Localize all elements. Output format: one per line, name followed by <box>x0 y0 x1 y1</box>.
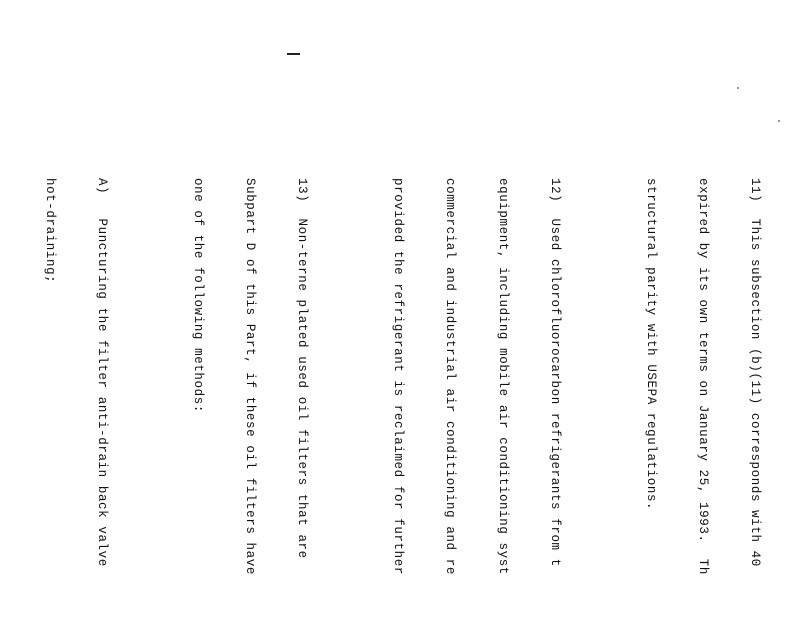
text-line: equipment, including mobile air conditioning syst <box>495 178 510 575</box>
stray-dash-mark <box>287 53 300 55</box>
text-line: Subpart D of this Part, if these oil filters have <box>242 178 257 575</box>
text-line: hot-draining; <box>42 178 57 284</box>
text-line: structural parity with USEPA regulations. <box>643 178 658 511</box>
rotated-document-text <box>42 178 798 618</box>
text-line: A) Puncturing the filter anti-drain back valve <box>94 178 109 567</box>
scan-speck <box>737 87 739 89</box>
text-line: commercial and industrial air conditioning and re <box>443 178 458 575</box>
scan-speck <box>778 120 780 122</box>
text-line: 11) This subsection (b)(11) corresponds with 40 <box>748 178 763 567</box>
text-line: 13) Non-terne plated used oil filters that are <box>295 178 310 559</box>
text-line: 12) Used chlorofluorocarbon refrigerants from t <box>547 178 562 567</box>
text-line: one of the following methods: <box>190 178 205 413</box>
text-line: provided the refrigerant is reclaimed for further <box>391 178 406 575</box>
text-line: expired by its own terms on January 25, 1993. Th <box>695 178 710 575</box>
